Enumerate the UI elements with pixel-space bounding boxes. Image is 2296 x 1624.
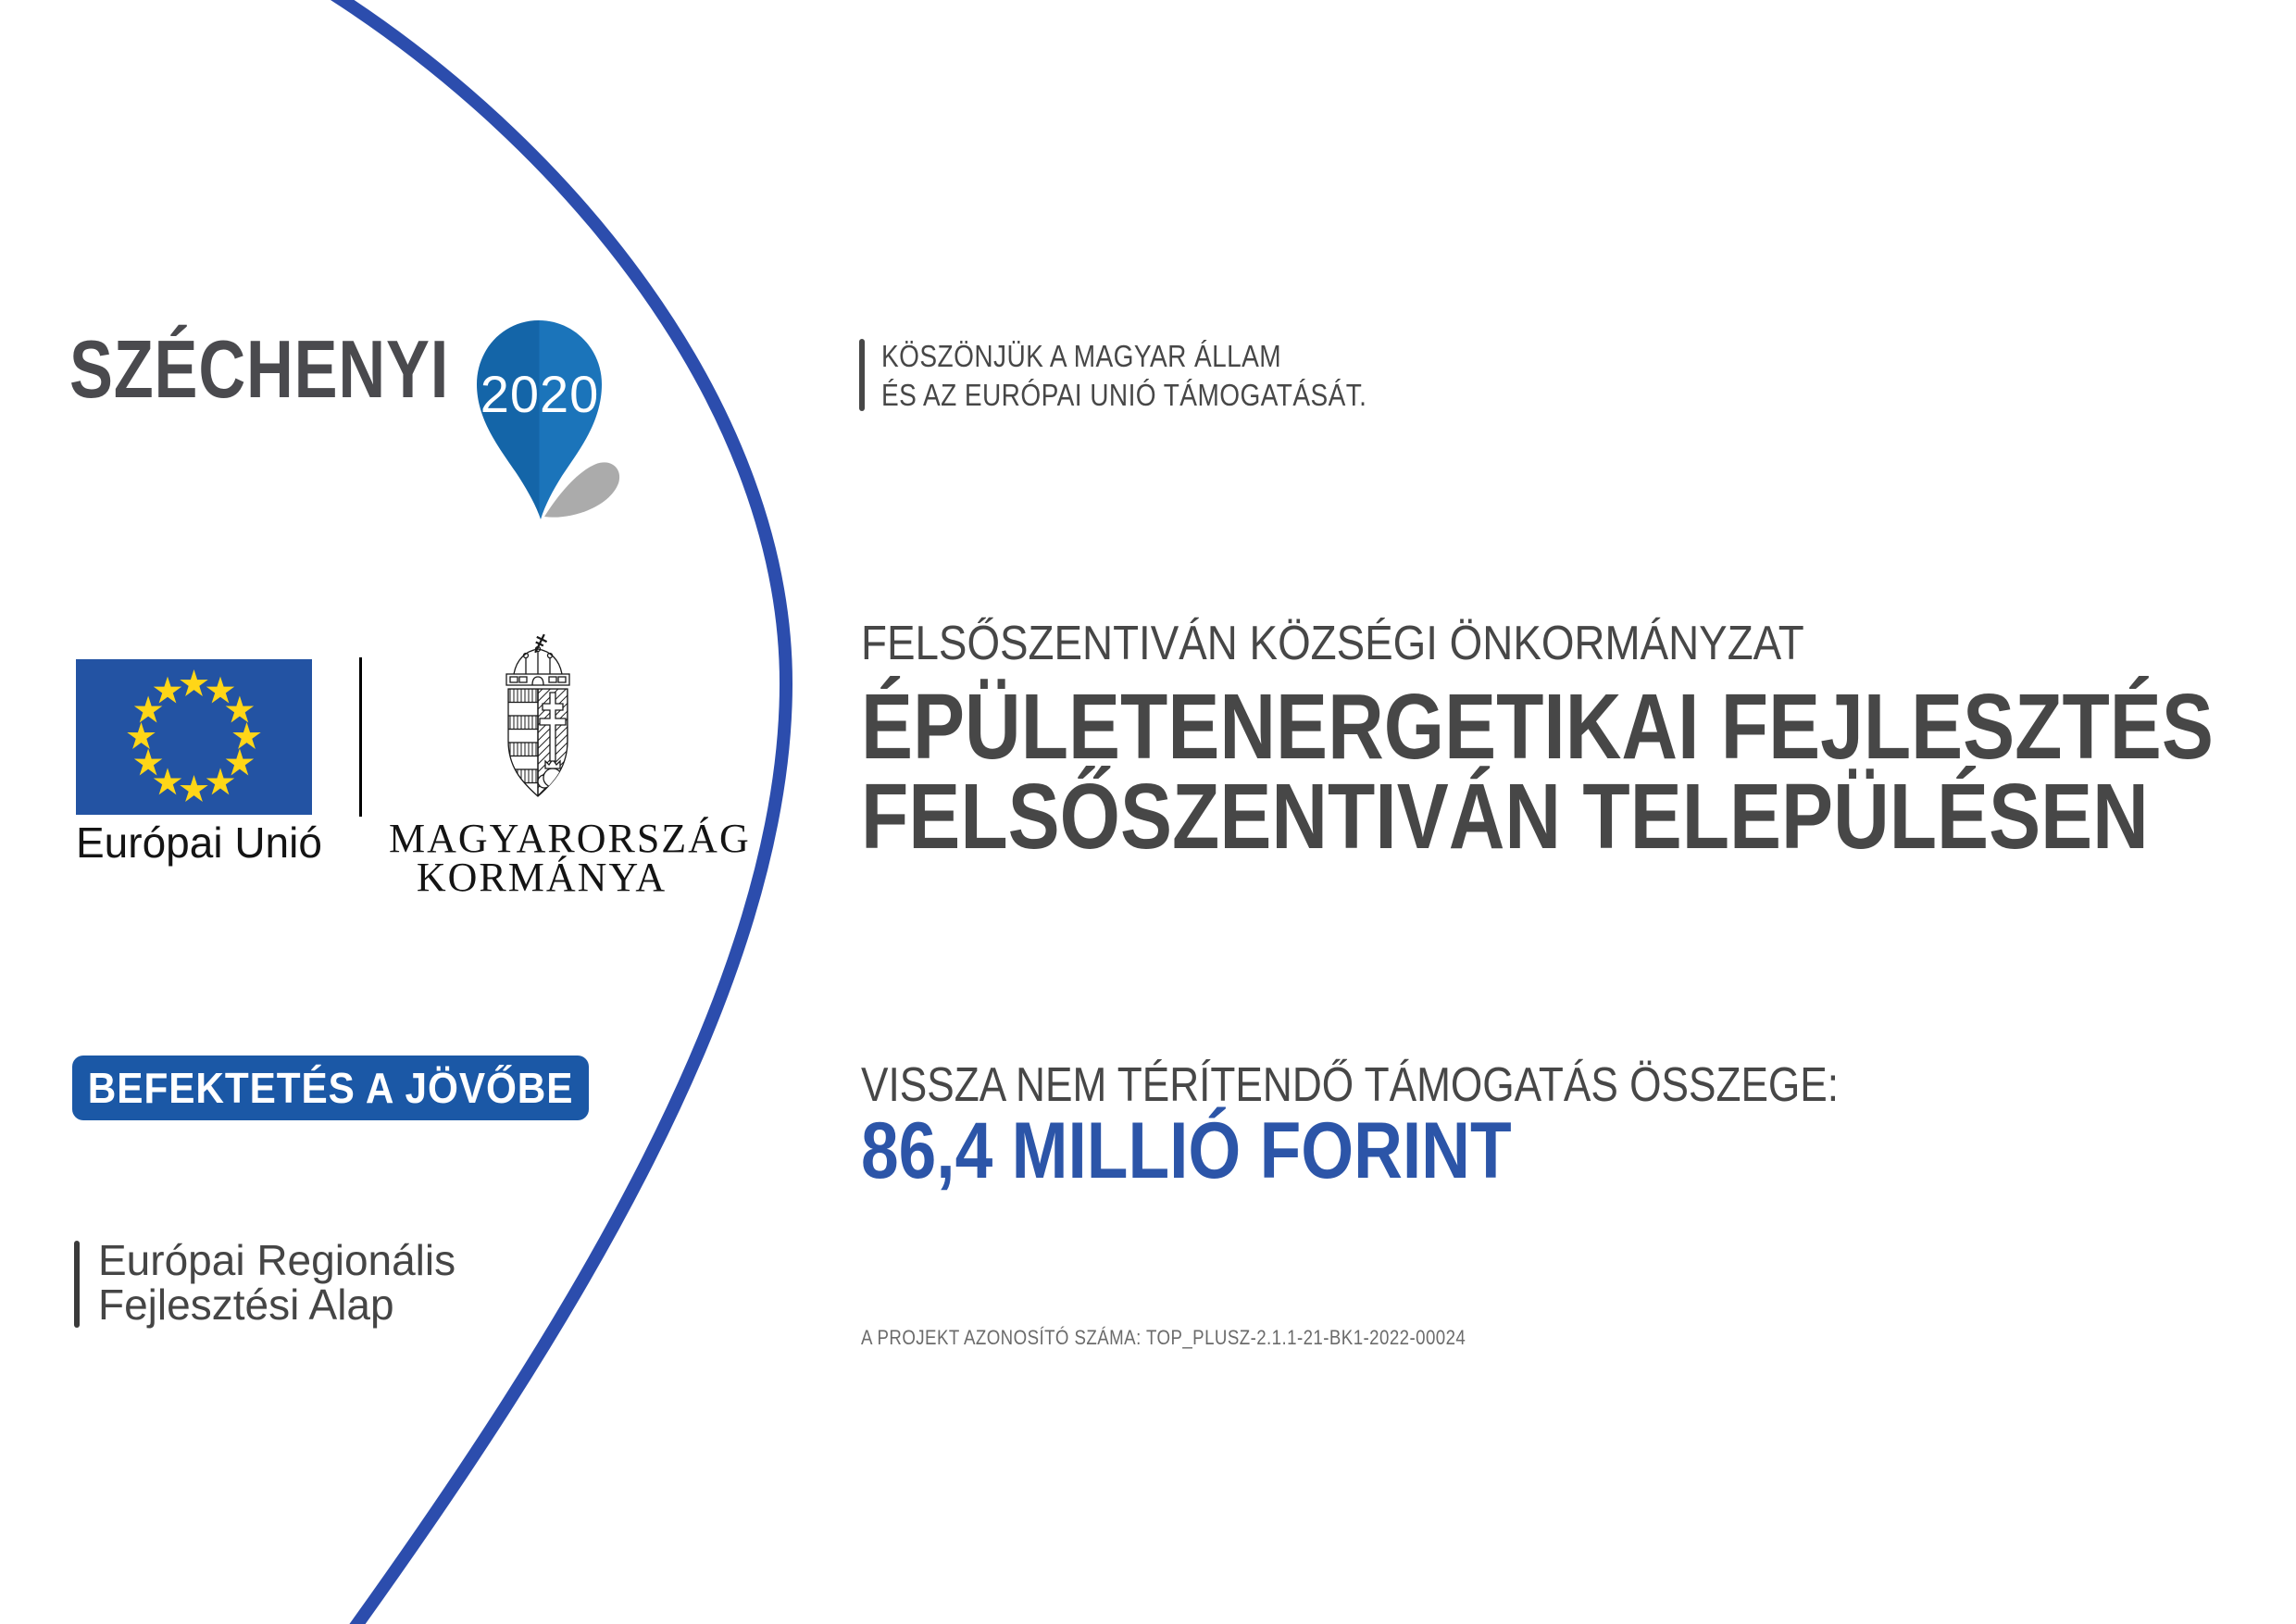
thanks-line2: ÉS AZ EURÓPAI UNIÓ TÁMOGATÁSÁT.	[881, 378, 1367, 412]
project-title-line1: ÉPÜLETENERGETIKAI FEJLESZTÉS	[861, 675, 2214, 779]
project-title-line2: FELSŐSZENTIVÁN TELEPÜLÉSEN	[861, 765, 2149, 868]
logo-divider-line	[359, 657, 362, 817]
grant-amount: 86,4 MILLIÓ FORINT	[861, 1106, 1512, 1195]
investment-badge	[72, 1056, 589, 1120]
beneficiary-name: FELSŐSZENTIVÁN KÖZSÉGI ÖNKORMÁNYZAT	[861, 617, 1804, 670]
fund-line1: Európai Regionális	[98, 1236, 456, 1284]
eu-label: Európai Unió	[76, 818, 322, 867]
thanks-accent-bar	[859, 339, 865, 411]
government-label	[389, 816, 751, 900]
grant-label: VISSZA NEM TÉRÍTENDŐ TÁMOGATÁS ÖSSZEGE:	[861, 1058, 1840, 1112]
szechenyi-logo-label: SZÉCHENYI	[69, 323, 450, 415]
thanks-text	[881, 337, 1453, 415]
investment-badge-label: BEFEKTETÉS A JÖVŐBE	[87, 1064, 574, 1112]
eu-flag-icon	[76, 659, 312, 815]
hungary-coat-of-arms-icon	[486, 631, 590, 813]
fund-line2: Fejlesztési Alap	[98, 1280, 394, 1329]
fund-text	[98, 1238, 455, 1327]
project-id: A PROJEKT AZONOSÍTÓ SZÁMA: TOP_PLUSZ-2.1.1-21-BK1-2022-00024	[861, 1326, 1466, 1349]
thanks-line1: KÖSZÖNJÜK A MAGYAR ÁLLAM	[881, 339, 1282, 373]
szechenyi-2020-pin-icon	[461, 308, 631, 531]
fund-accent-bar	[74, 1241, 80, 1328]
government-line2: KORMÁNYA	[416, 855, 668, 900]
pin-year-label: 2020	[480, 365, 600, 423]
government-line1: MAGYARORSZÁG	[389, 816, 751, 861]
